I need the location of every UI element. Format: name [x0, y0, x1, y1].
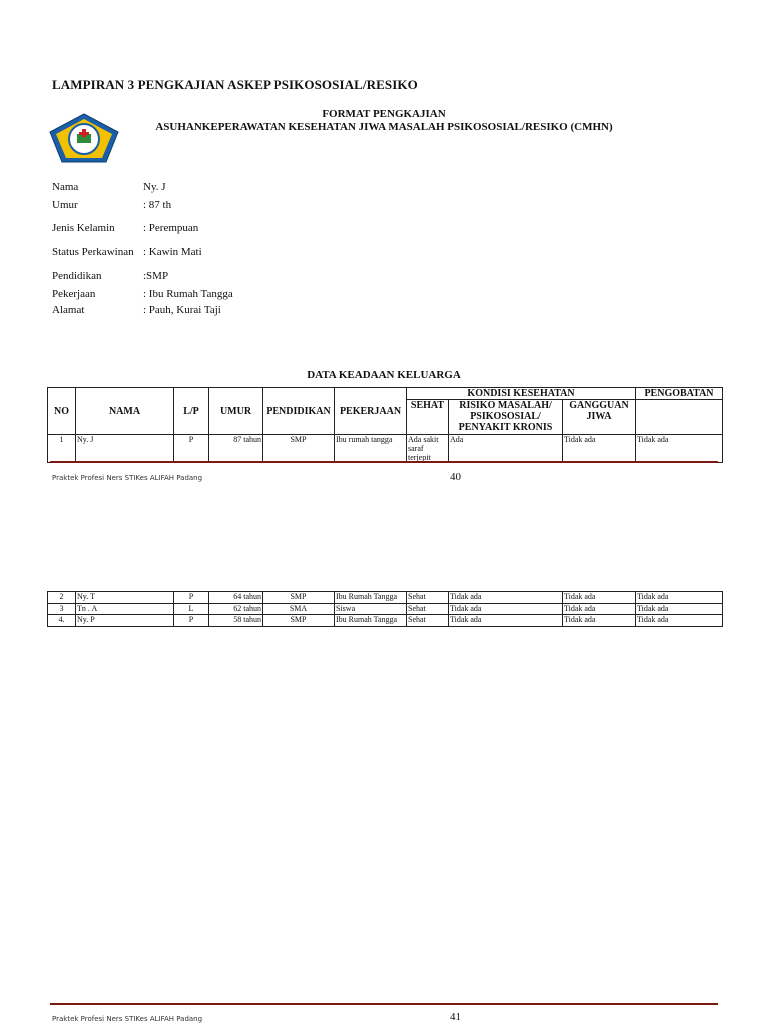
page-number: 40	[450, 471, 461, 483]
cell-umur: 62 tahun	[209, 604, 263, 615]
identity-value-status: : Kawin Mati	[143, 246, 202, 258]
family-table-title: DATA KEADAAN KELUARGA	[307, 369, 461, 381]
cell-lp: P	[174, 435, 209, 463]
identity-label-pendidikan: Pendidikan	[52, 270, 102, 282]
table-row	[48, 592, 723, 604]
cell-risiko: Tidak ada	[449, 604, 563, 615]
page-heading: LAMPIRAN 3 PENGKAJIAN ASKEP PSIKOSOSIAL/RESIKO	[52, 77, 418, 92]
cell-no: 3	[48, 604, 76, 615]
footer-institution: Praktek Profesi Ners STIKes ALIFAH Padang	[52, 474, 203, 482]
cell-pengobatan: Tidak ada	[636, 615, 723, 627]
family-table	[47, 387, 723, 463]
cell-nama: Tn . A	[76, 604, 174, 615]
table-row	[48, 435, 723, 463]
cell-lp: P	[174, 615, 209, 627]
footer-rule	[50, 1003, 718, 1005]
cell-pendidikan: SMP	[263, 435, 335, 463]
header-umur: UMUR	[209, 388, 263, 435]
cell-pengobatan: Tidak ada	[636, 592, 723, 604]
header-pekerjaan: PEKERJAAN	[335, 388, 407, 435]
cell-no: 2	[48, 592, 76, 604]
cell-lp: P	[174, 592, 209, 604]
cell-pendidikan: SMP	[263, 592, 335, 604]
cell-sehat: Sehat	[407, 592, 449, 604]
format-subtitle: ASUHANKEPERAWATAN KESEHATAN JIWA MASALAH PSIKOSOSIAL/RESIKO (CMHN)	[155, 121, 613, 133]
format-title: FORMAT PENGKAJIAN	[322, 108, 446, 120]
cell-pendidikan: SMP	[263, 615, 335, 627]
cell-pendidikan: SMA	[263, 604, 335, 615]
identity-value-nama: Ny. J	[143, 181, 166, 193]
cell-no: 4.	[48, 615, 76, 627]
cell-pengobatan: Tidak ada	[636, 435, 723, 463]
header-pengobatan: PENGOBATAN	[636, 388, 723, 400]
identity-value-jenis-kelamin: : Perempuan	[143, 222, 199, 234]
header-lp: L/P	[174, 388, 209, 435]
cell-umur: 87 tahun	[209, 435, 263, 463]
table-row	[48, 615, 723, 627]
identity-label-nama: Nama	[52, 181, 79, 193]
cell-umur: 58 tahun	[209, 615, 263, 627]
cell-risiko: Ada	[449, 435, 563, 463]
family-table-continued	[47, 591, 723, 627]
cell-gangguan: Tidak ada	[563, 592, 636, 604]
header-pendidikan: PENDIDIKAN	[263, 388, 335, 435]
page-number: 41	[450, 1011, 461, 1023]
header-kondisi: KONDISI KESEHATAN	[407, 388, 636, 400]
identity-label-status: Status Perkawinan	[52, 246, 134, 258]
cell-pekerjaan: Ibu rumah tangga	[335, 435, 407, 463]
cell-lp: L	[174, 604, 209, 615]
cell-risiko: Tidak ada	[449, 615, 563, 627]
cell-no: 1	[48, 435, 76, 463]
cell-pekerjaan: Siswa	[335, 604, 407, 615]
cell-nama: Ny. J	[76, 435, 174, 463]
header-no: NO	[48, 388, 76, 435]
identity-label-umur: Umur	[52, 199, 78, 211]
header-nama: NAMA	[76, 388, 174, 435]
footer-rule	[50, 461, 718, 463]
cell-pengobatan: Tidak ada	[636, 604, 723, 615]
identity-value-alamat: : Pauh, Kurai Taji	[143, 304, 221, 316]
cell-risiko: Tidak ada	[449, 592, 563, 604]
header-gangguan: GANGGUAN JIWA	[563, 400, 636, 435]
identity-label-pekerjaan: Pekerjaan	[52, 288, 96, 300]
identity-value-pendidikan: :SMP	[143, 270, 169, 282]
cell-sehat: Sehat	[407, 615, 449, 627]
header-pengobatan-blank	[636, 400, 723, 435]
cell-sehat: Sehat	[407, 604, 449, 615]
table-row	[48, 604, 723, 615]
cell-pekerjaan: Ibu Rumah Tangga	[335, 615, 407, 627]
identity-label-alamat: Alamat	[52, 304, 85, 316]
cell-gangguan: Tidak ada	[563, 615, 636, 627]
cell-gangguan: Tidak ada	[563, 435, 636, 463]
cell-pekerjaan: Ibu Rumah Tangga	[335, 592, 407, 604]
identity-value-pekerjaan: : Ibu Rumah Tangga	[143, 288, 233, 300]
cell-nama: Ny. P	[76, 615, 174, 627]
cell-sehat: Ada sakit saraf terjepit	[407, 435, 449, 463]
identity-value-umur: : 87 th	[143, 199, 172, 211]
cell-umur: 64 tahun	[209, 592, 263, 604]
footer-institution: Praktek Profesi Ners STIKes ALIFAH Padang	[52, 1015, 203, 1023]
cell-gangguan: Tidak ada	[563, 604, 636, 615]
header-sehat: SEHAT	[407, 400, 449, 435]
cell-nama: Ny. T	[76, 592, 174, 604]
header-risiko: RISIKO MASALAH/ PSIKOSOSIAL/ PENYAKIT KRONIS	[449, 400, 563, 435]
identity-label-jenis-kelamin: Jenis Kelamin	[52, 222, 115, 234]
